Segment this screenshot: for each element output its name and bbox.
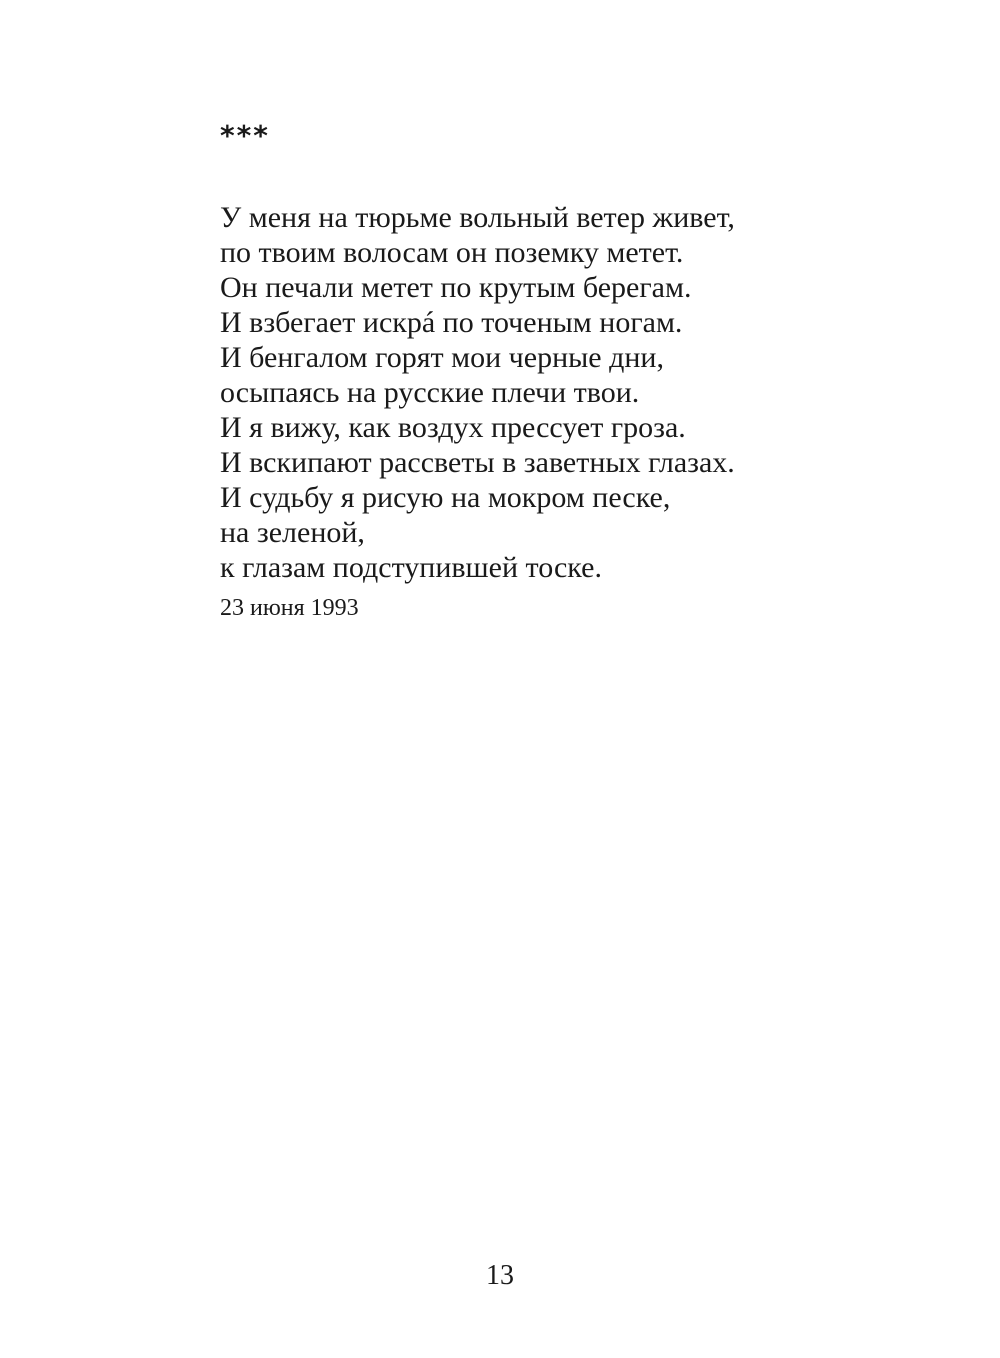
poem-lines	[220, 200, 840, 585]
poem-line: по твоим волосам он поземку метет.	[220, 236, 684, 269]
page-number: 13	[486, 1260, 514, 1291]
poem-line: осыпаясь на русские плечи твои.	[220, 376, 640, 409]
poem-line: И судьбу я рисую на мокром песке,	[220, 481, 671, 514]
poem-date: 23 июня 1993	[220, 595, 359, 621]
poem-line: Он печали метет по крутым берегам.	[220, 271, 692, 304]
poem-line: У меня на тюрьме вольный ветер живет,	[220, 201, 735, 234]
poem-line: И я вижу, как воздух прессует гроза.	[220, 411, 686, 444]
poem-line: И бенгалом горят мои черные дни,	[220, 341, 664, 374]
poem-heading: ***	[220, 119, 270, 152]
poem-line: к глазам подступившей тоске.	[220, 551, 602, 584]
poem-line: на зеленой,	[220, 516, 365, 549]
poem	[220, 120, 840, 623]
poem-line: И вскипают рассветы в заветных глазах.	[220, 446, 735, 479]
poem-line: И взбегает искрá по точеным ногам.	[220, 306, 683, 339]
